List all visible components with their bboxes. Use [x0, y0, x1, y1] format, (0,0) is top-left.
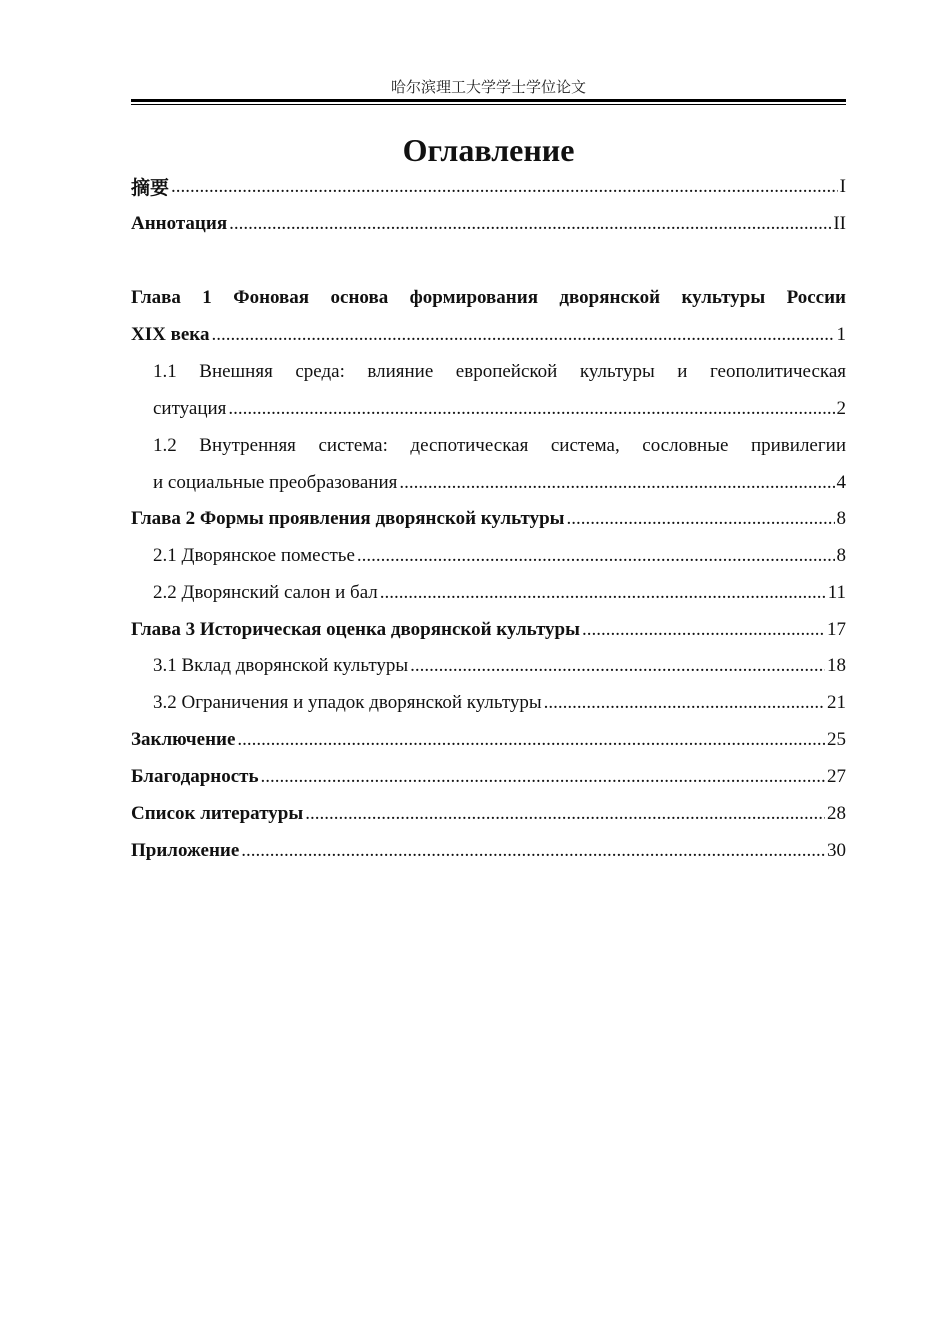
dot-leader — [261, 766, 825, 788]
dot-leader — [211, 324, 834, 346]
toc-entry-label: Приложение — [131, 839, 240, 861]
dot-leader — [544, 692, 825, 714]
toc-entry-page: I — [839, 175, 846, 197]
toc-entry-chapter-2[interactable] — [131, 500, 846, 537]
dot-leader — [410, 655, 825, 677]
toc-entry-label: 3.2 Ограничения и упадок дворянской культуры — [153, 691, 542, 713]
dot-leader — [357, 545, 835, 567]
toc-entry-page: 25 — [827, 728, 846, 750]
toc-entry-section-3-1[interactable] — [153, 647, 846, 684]
dot-leader — [241, 840, 825, 862]
toc-entry-annotation[interactable] — [131, 205, 846, 242]
dot-leader — [582, 619, 825, 641]
toc-entry-label: Список литературы — [131, 802, 304, 824]
toc-entry-page: 21 — [827, 691, 846, 713]
toc-entry-label: XIX века — [131, 323, 210, 345]
toc-entry-label: 3.1 Вклад дворянской культуры — [153, 654, 409, 676]
toc-entry-page: 8 — [836, 544, 846, 566]
toc-entry-section-2-2[interactable] — [153, 574, 846, 611]
toc-entry-label: Заключение — [131, 728, 236, 750]
dot-leader — [228, 398, 834, 420]
toc-entry-label: 2.2 Дворянский салон и бал — [153, 581, 378, 603]
toc-entry-section-1-1[interactable] — [153, 390, 846, 427]
toc-entry-page: 18 — [827, 654, 846, 676]
toc-entry-acknowledgements[interactable] — [131, 758, 846, 795]
toc-entry-label: Глава 3 Историческая оценка дворянской культуры — [131, 618, 580, 640]
toc-entry-page: 17 — [827, 618, 846, 640]
toc-entry-label: 摘要 — [131, 178, 170, 199]
toc-entry-label: ситуация — [153, 397, 227, 419]
toc-entry-label: Аннотация — [131, 212, 228, 234]
toc-entry-label: Благодарность — [131, 765, 259, 787]
toc-entry-page: 28 — [827, 802, 846, 824]
toc-entry-label: 2.1 Дворянское поместье — [153, 544, 355, 566]
toc-entry-chapter-1[interactable] — [131, 316, 846, 353]
dot-leader — [171, 176, 838, 198]
toc-entry-page: 4 — [836, 471, 846, 493]
toc-entry-abstract-cn[interactable] — [131, 168, 846, 205]
toc-entry-section-2-1[interactable] — [153, 537, 846, 574]
dot-leader — [237, 729, 825, 751]
toc-entry-label: и социальные преобразования — [153, 471, 398, 493]
toc-entry-page: 27 — [827, 765, 846, 787]
toc-entry-appendix[interactable] — [131, 832, 846, 869]
toc-entry-page: 8 — [836, 507, 846, 529]
dot-leader — [380, 582, 826, 604]
toc-entry-section-3-2[interactable] — [153, 684, 846, 721]
toc-entry-page: II — [833, 212, 846, 234]
running-header: 哈尔滨理工大学学士学位论文 — [390, 80, 586, 96]
toc-entry-section-1-1-line1[interactable]: 1.1 Внешняя среда: влияние европейской культуры и геополитическая — [153, 361, 846, 382]
toc-entry-page: 2 — [836, 397, 846, 419]
toc-entry-chapter-3[interactable] — [131, 611, 846, 648]
dot-leader — [305, 803, 825, 825]
toc-entry-page: 1 — [836, 323, 846, 345]
toc-entry-conclusion[interactable] — [131, 721, 846, 758]
toc-entry-section-1-2-line1[interactable]: 1.2 Внутренняя система: деспотическая система, сословные привилегии — [153, 435, 846, 456]
toc-entry-page: 30 — [827, 839, 846, 861]
header-rule — [131, 99, 846, 105]
toc-title: Оглавление — [402, 132, 575, 168]
toc-entry-references[interactable] — [131, 795, 846, 832]
toc-entry-label: Глава 2 Формы проявления дворянской культуры — [131, 507, 565, 529]
dot-leader — [399, 472, 834, 494]
toc-entry-page: 11 — [827, 581, 846, 603]
dot-leader — [566, 508, 834, 530]
dot-leader — [229, 213, 831, 235]
toc-entry-chapter-1-line1[interactable]: Глава 1 Фоновая основа формирования дворянской культуры России — [131, 287, 846, 308]
toc-entry-section-1-2[interactable] — [153, 464, 846, 501]
